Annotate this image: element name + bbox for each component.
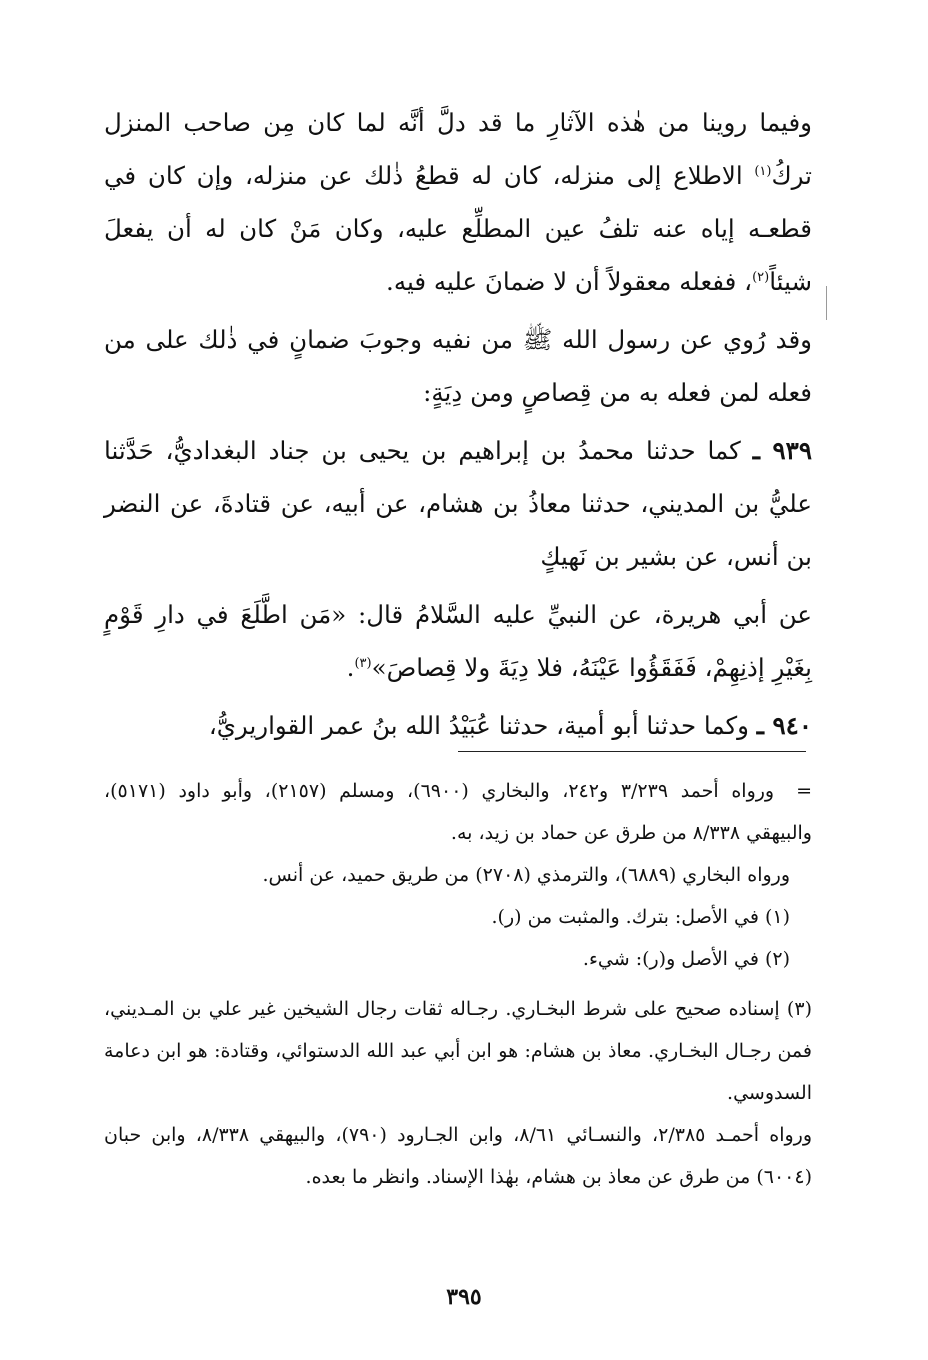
footnote-continuation: =ورواه أحمد ٣/٢٣٩ و٢٤٢، والبخاري (٦٩٠٠)، ومسلم (٢١٥٧)، وأبو داود (٥١٧١)، والبيهقي ٨/٣٣٨ من طرق عن حماد بن زيد، به. [104,770,812,854]
hadith-matn: عن أبي هريرة، عن النبيِّ عليه السَّلامُ قال: «مَن اطَّلَعَ في دارِ قَوْمٍ بِغَيْرِ إذنِهِمْ، فَفَقَؤُوا عَيْنَهُ، فلا دِيَةَ ولا قِصاصَ»$^{(٣)}$. [104,600,812,682]
footnote-continuation-2: ورواه البخاري (٦٨٨٩)، والترمذي (٢٧٠٨) من طريق حميد، عن أنس. [262,864,790,886]
footnote-1: (١) في الأصل: بترك. والمثبت من (ر). [491,906,790,928]
footnote-2: (٢) في الأصل و(ر): شيء. [582,948,790,970]
footnote-3: (٣) إسناده صحيح على شرط البخـاري. رجـاله ثقات رجال الشيخين غير علي بن المـديني، فمن رجـال البخـاري. معاذ بن هشام: هو ابن أبي عبد الله الدستوائي، وقتادة: هو ابن دعامة السدوسي. [104,998,812,1104]
footnote-3-sources: ورواه أحمـد ٢/٣٨٥، والنسـائي ٨/٦١، وابن الجـارود (٧٩٠)، والبيهقي ٨/٣٣٨، وابن حبان (٦٠٠٤) من طرق عن معاذ بن هشام، بهٰذا الإسناد. وانظر ما بعده. [104,1124,812,1188]
hadith-number-940: ٩٤٠ ـ [756,711,812,740]
paragraph-neighbor-privacy: وفيما روينا من هٰذه الآثارِ ما قد دلَّ أنَّه لما كان مِن صاحب المنزل تركُ$^{(١)}$ الاطلاع إلى منزله، كان له قطعُ ذٰلك عن منزله، وإن كان في قطعـه إياه عنه تلفُ عين المطلِّع عليه، وكان مَنْ كان له أن يفعلَ شيئاً$^{(٢)}$، ففعله معقولاً أن لا ضمانَ عليه فيه. [104,108,812,296]
scan-margin-mark [826,286,827,320]
paragraph-prophet-narration: وقد رُوي عن رسول الله ﷺ من نفيه وجوبَ ضمانٍ في ذٰلك على من فعله لمن فعله به من قِصاصٍ ومن دِيَةٍ: [104,325,812,407]
footnote-ref-3[interactable]: (٣) [354,655,372,671]
footnote-separator [458,751,806,752]
hadith-939-isnad: ٩٣٩ ـ كما حدثنا محمدُ بن إبراهيم بن يحيى بن جناد البغداديُّ، حَدَّثنا عليُّ بن المديني، حدثنا معاذُ بن هشام، عن أبيه، عن قتادةَ، عن النضر بن أنس، عن بشير بن نَهيكٍ [104,436,812,571]
footnote-ref-1[interactable]: (١) [754,163,772,179]
footnotes-section [104,770,812,1198]
footnote-ref-2[interactable]: (٢) [752,269,770,285]
continuation-mark: = [796,780,813,802]
hadith-940-isnad: ٩٤٠ ـ وكما حدثنا أبو أمية، حدثنا عُبَيْدُ الله بنُ عمر القواريريُّ، [208,711,812,740]
page-number: ٣٩٥ [446,1284,482,1310]
hadith-number-939: ٩٣٩ ـ [752,436,812,465]
main-text [104,96,812,752]
